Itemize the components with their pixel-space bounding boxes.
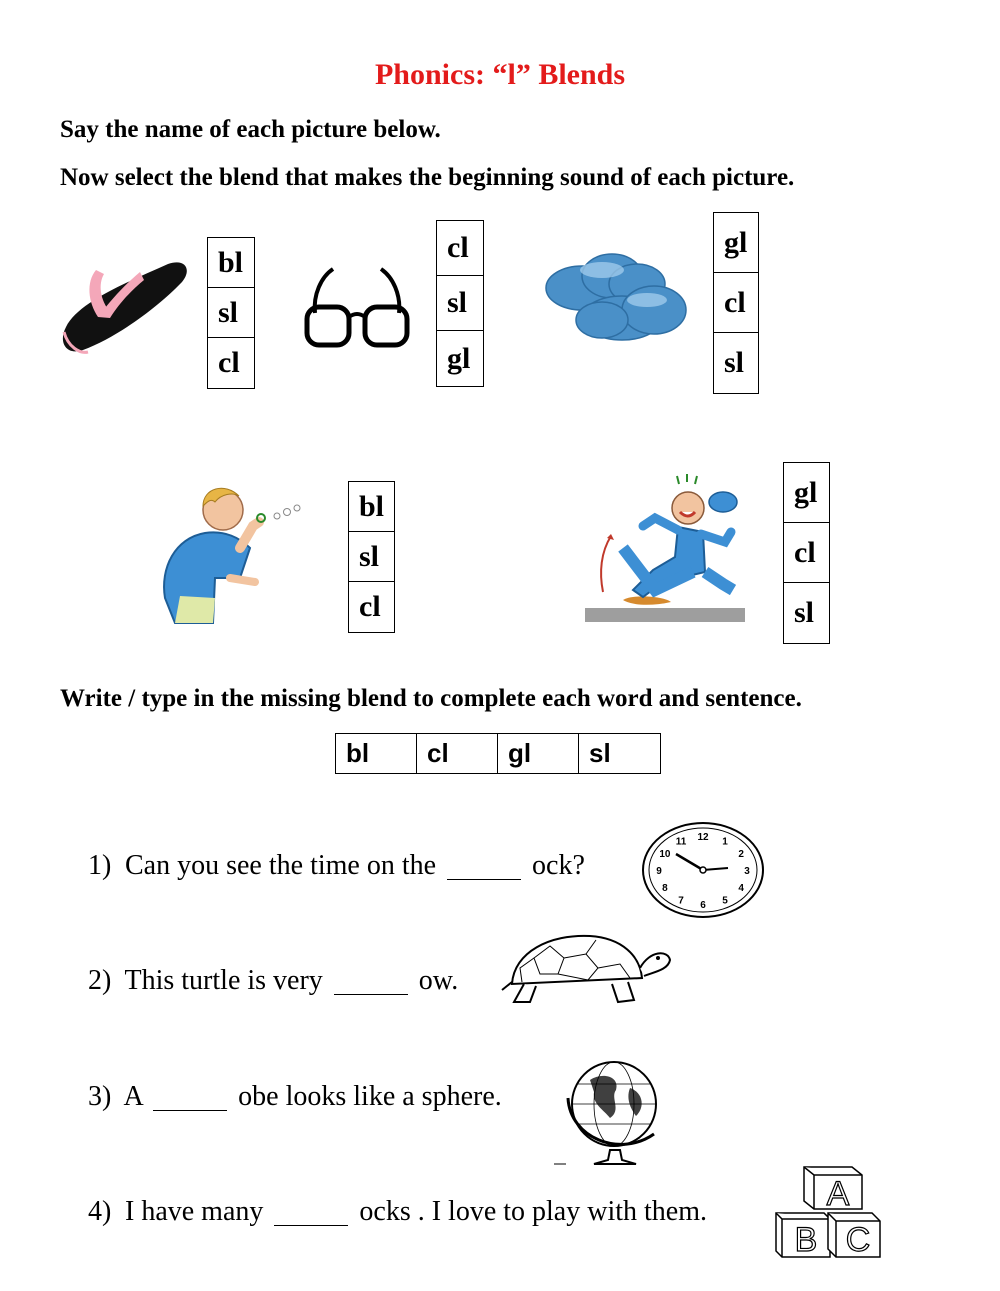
choice-column-3 xyxy=(713,212,759,394)
choice-option[interactable]: sl xyxy=(724,346,745,379)
sentence-number: 2) xyxy=(88,965,112,996)
clock-number: 10 xyxy=(659,849,671,860)
sentence-text-before: I have many xyxy=(125,1196,264,1227)
instruction-say-name: Say the name of each picture below. xyxy=(60,116,441,143)
choice-option[interactable]: bl xyxy=(208,238,254,288)
blocks-icon xyxy=(772,1163,884,1259)
clock-number: 9 xyxy=(656,866,662,877)
clock-number: 1 xyxy=(722,836,728,848)
choice-option[interactable]: gl xyxy=(447,341,471,375)
block-letter-a: A xyxy=(826,1175,850,1213)
globe-icon xyxy=(550,1058,675,1170)
sentence-number: 3) xyxy=(88,1081,112,1112)
blank-input-4[interactable] xyxy=(274,1199,348,1226)
bubble-boy-icon xyxy=(155,478,305,628)
sentence-number: 1) xyxy=(88,850,112,881)
sentence-text-after: ock? xyxy=(532,850,585,881)
sentence-3 xyxy=(88,1081,502,1113)
choice-column-5 xyxy=(783,462,830,644)
instruction-write-blend: Write / type in the missing blend to complete each word and sentence. xyxy=(60,685,802,712)
sentence-text-after: ow. xyxy=(418,965,459,996)
clock-number: 12 xyxy=(697,832,709,843)
choice-option[interactable]: sl xyxy=(437,276,483,331)
sentence-4 xyxy=(88,1196,707,1228)
sentence-text-before: This turtle is very xyxy=(124,965,323,996)
sentence-number: 4) xyxy=(88,1196,112,1227)
clock-icon xyxy=(640,820,766,920)
glasses-icon xyxy=(303,265,411,350)
choice-column-1 xyxy=(207,237,255,389)
clouds-icon xyxy=(542,248,692,348)
block-letter-c: C xyxy=(845,1221,871,1259)
slipping-man-icon xyxy=(583,472,748,630)
choice-option[interactable]: cl xyxy=(359,590,381,623)
choice-option[interactable]: sl xyxy=(349,532,394,582)
clock-number: 5 xyxy=(722,895,728,907)
sentence-2 xyxy=(88,965,458,997)
choice-option[interactable]: cl xyxy=(218,346,240,379)
choice-option[interactable]: gl xyxy=(714,213,758,273)
word-bank-item: gl xyxy=(498,734,579,773)
word-bank-item: sl xyxy=(589,738,611,768)
sentence-1 xyxy=(88,850,585,882)
sentence-text-before: A xyxy=(123,1081,150,1112)
choice-option[interactable]: cl xyxy=(714,273,758,333)
slipper-icon xyxy=(58,252,193,357)
word-bank xyxy=(335,733,661,774)
choice-option[interactable]: sl xyxy=(208,288,254,338)
choice-column-2 xyxy=(436,220,484,387)
clock-number: 3 xyxy=(744,866,750,877)
instruction-select-blend: Now select the blend that makes the beginning sound of each picture. xyxy=(60,164,795,191)
word-bank-item: cl xyxy=(417,734,498,773)
choice-option[interactable]: gl xyxy=(784,463,829,523)
choice-option[interactable]: cl xyxy=(437,221,483,276)
choice-option[interactable]: cl xyxy=(784,523,829,583)
turtle-icon xyxy=(500,928,672,1006)
choice-column-4 xyxy=(348,481,395,633)
clock-number: 8 xyxy=(662,883,668,894)
clock-number: 6 xyxy=(700,900,706,911)
sentence-text-after: ocks . I love to play with them. xyxy=(359,1196,707,1227)
blank-input-2[interactable] xyxy=(334,968,408,995)
blank-input-1[interactable] xyxy=(447,853,521,880)
page-title: Phonics: “l” Blends xyxy=(374,58,626,91)
block-letter-b: B xyxy=(794,1221,818,1259)
clock-number: 7 xyxy=(678,895,684,907)
sentence-text-before: Can you see the time on the xyxy=(125,850,437,881)
word-bank-item: bl xyxy=(336,734,417,773)
clock-number: 11 xyxy=(675,836,687,848)
clock-number: 4 xyxy=(738,883,744,894)
blank-input-3[interactable] xyxy=(153,1084,227,1111)
choice-option[interactable]: sl xyxy=(794,596,815,629)
sentence-text-after: obe looks like a sphere. xyxy=(238,1081,502,1112)
clock-number: 2 xyxy=(738,849,744,860)
choice-option[interactable]: bl xyxy=(349,482,394,532)
